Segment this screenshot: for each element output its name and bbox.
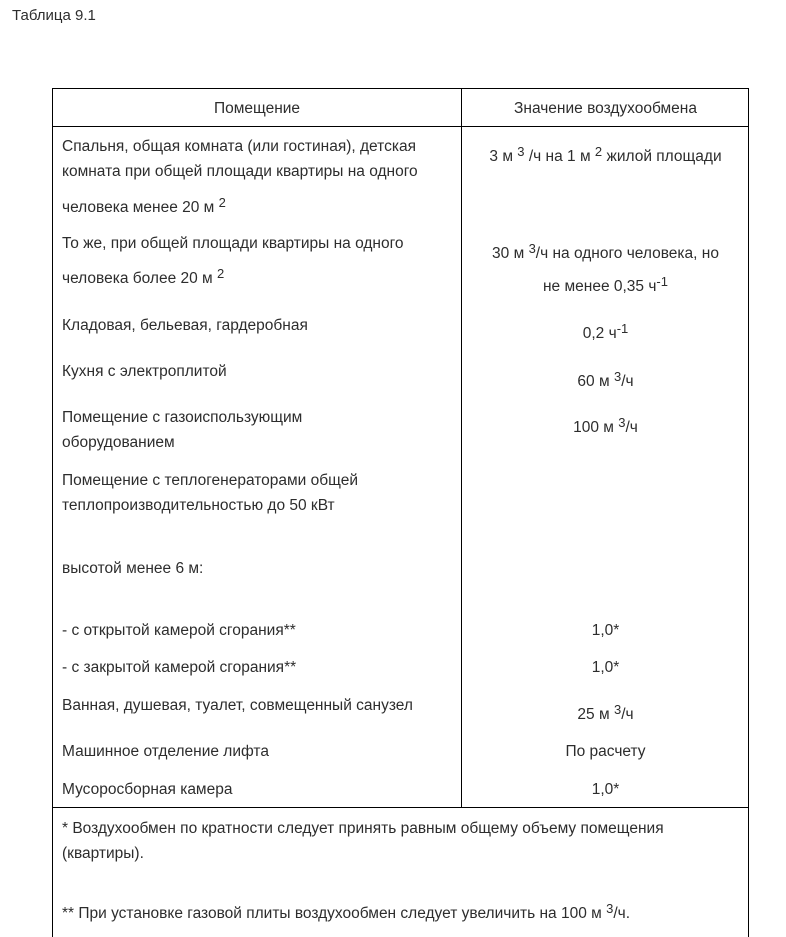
row1-value-a: 3 м [489,148,513,165]
row9-value: 1,0* [591,659,620,676]
row10-room: Ванная, душевая, туалет, совмещенный санузел [62,697,413,714]
notes-divider [53,807,748,808]
row1-value-sup1: 3 [517,144,525,159]
row5-value-sup: 3 [618,415,626,430]
row2-room-line1: То же, при общей площади квартиры на одного [62,235,404,252]
row11-value: По расчету [565,743,646,760]
row6-room-line2: теплопроизводительностью до 50 кВт [62,497,335,514]
row12-value: 1,0* [591,781,620,798]
column-divider [461,89,462,807]
row5-value-unit: /ч [625,419,638,436]
row2-value-sup1: 3 [528,241,536,256]
row4-value [462,369,749,394]
air-exchange-table [52,88,749,937]
row3-room: Кладовая, бельевая, гардеробная [62,317,308,334]
table-caption: Таблица 9.1 [12,7,96,24]
row2-value-b: /ч на одного человека, но [535,245,719,262]
note2 [62,901,630,926]
row5-value-text: 100 м [573,419,614,436]
row4-value-unit: /ч [621,373,634,390]
note2-text: ** При установке газовой плиты воздухообмен следует увеличить на 100 м [62,905,602,922]
row10-value [462,702,749,727]
row7-room: высотой менее 6 м: [62,560,204,577]
note2-unit: /ч. [613,905,631,922]
row2-room-text: человека более 20 м [62,270,213,287]
row1-room-line1: Спальня, общая комната (или гостиная), детская [62,138,416,155]
row10-value-text: 25 м [577,706,610,723]
row1-value-b: /ч на 1 м [528,148,591,165]
row4-value-sup: 3 [613,369,622,384]
note1-line2: (квартиры). [62,845,144,862]
note1-line1: * Воздухообмен по кратности следует принять равным общему объему помещения [62,820,664,837]
row1-room-text: человека менее 20 м [62,199,215,216]
row1-value [462,144,749,169]
row3-value [462,321,749,346]
row2-value-sup2: -1 [656,274,668,289]
row6-room-line1: Помещение с теплогенераторами общей [62,472,358,489]
row9-room: - с закрытой камерой сгорания** [62,659,297,676]
row5-room-line1: Помещение с газоиспользующим [62,409,303,426]
row8-value: 1,0* [591,622,620,639]
row2-room-line2 [62,266,224,291]
row3-value-text: 0,2 ч [582,325,617,342]
row1-room-line3 [62,195,226,220]
row10-value-unit: /ч [621,706,634,723]
header-divider [53,126,748,127]
header-room: Помещение [213,100,301,117]
row10-value-sup: 3 [613,702,622,717]
row3-value-sup: -1 [616,321,629,336]
row12-room: Мусоросборная камера [62,781,233,798]
row2-value-line1 [462,241,749,266]
row5-value [462,415,749,440]
row1-value-sup2: 2 [594,144,603,159]
row2-value-c: не менее 0,35 ч [543,278,657,295]
row1-value-c: жилой площади [602,148,722,165]
note2-sup: 3 [606,901,614,916]
row1-room-sup: 2 [218,195,226,210]
row1-room-line2: комната при общей площади квартиры на одного [62,163,418,180]
row4-value-text: 60 м [577,373,610,390]
row8-room: - с открытой камерой сгорания** [62,622,296,639]
row4-room: Кухня с электроплитой [62,363,227,380]
row2-value-line2 [462,274,749,299]
row2-room-sup: 2 [217,266,225,281]
row2-value-a: 30 м [492,245,525,262]
header-value: Значение воздухообмена [514,100,697,117]
row5-room-line2: оборудованием [62,434,175,451]
row11-room: Машинное отделение лифта [62,743,269,760]
